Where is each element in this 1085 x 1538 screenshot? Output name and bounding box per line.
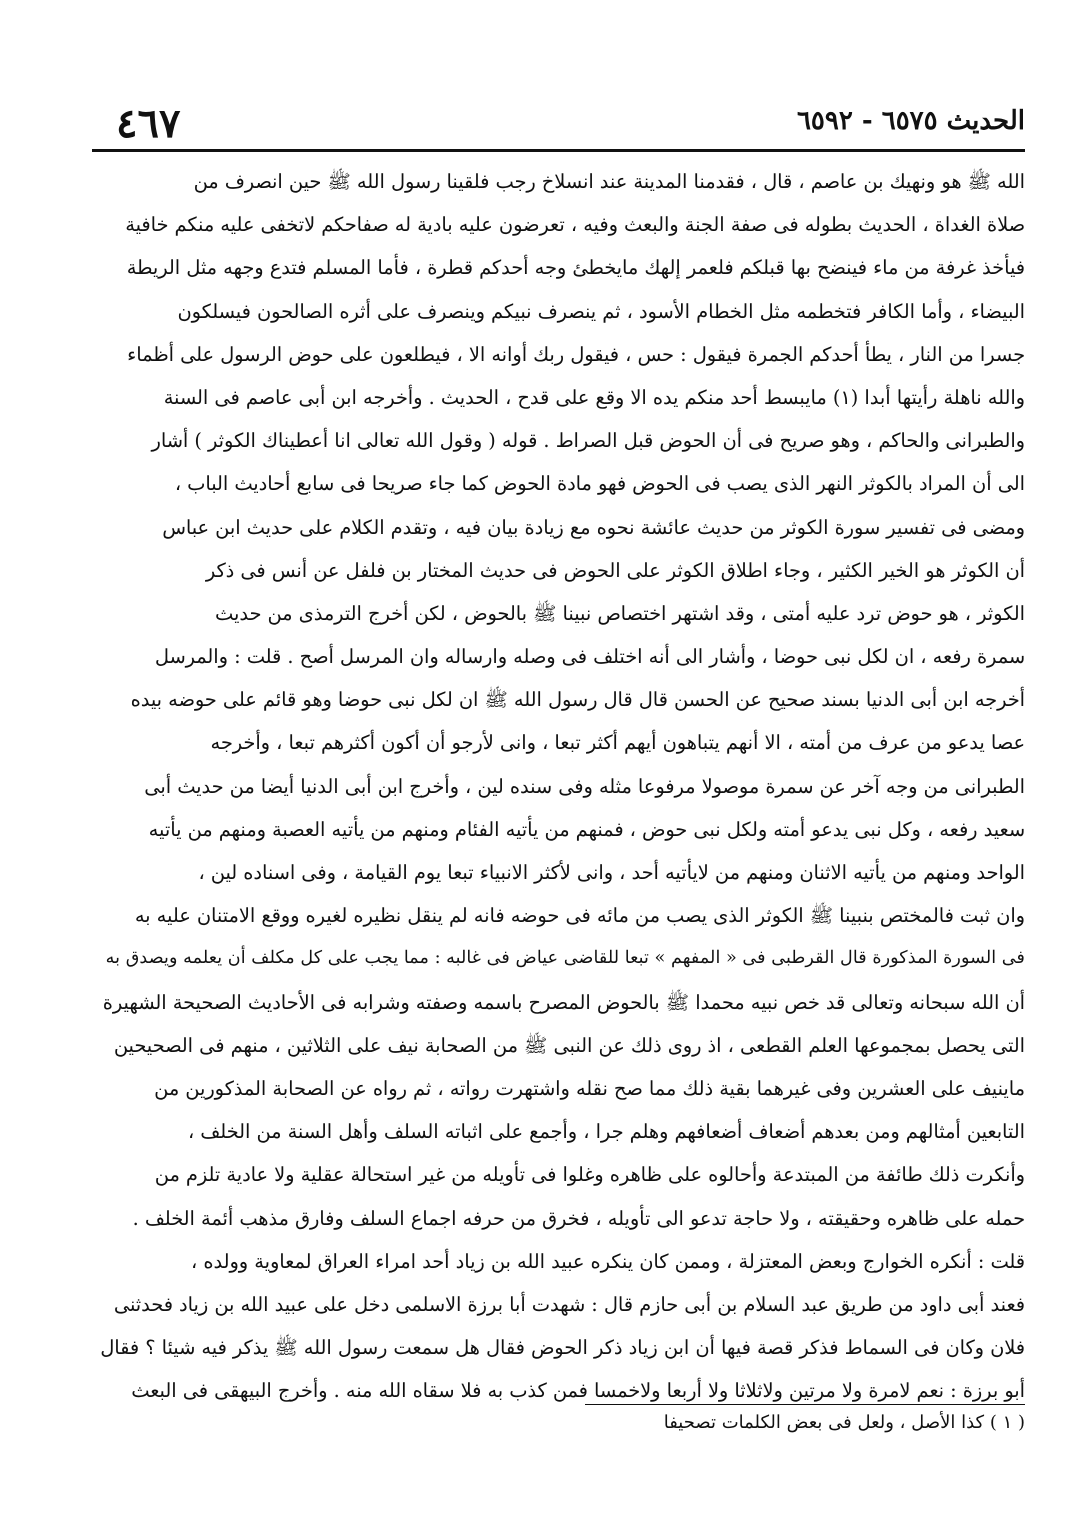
- text-line: الطبرانى من وجه آخر عن سمرة موصولا مرفوعا مثله وفى سنده لين ، وأخرج ابن أبى الدنيا أيضا من حديث أبى: [144, 774, 1025, 798]
- running-title: الحديث ٦٥٧٥ - ٦٥٩٢: [796, 106, 1025, 136]
- text-line: أن الله سبحانه وتعالى قد خص نبيه محمدا ﷺ بالحوض المصرح باسمه وصفته وشرابه فى الأحاديث الصحيحة الشهيرة: [102, 990, 1025, 1014]
- footnote: ( ١ ) كذا الأصل ، ولعل فى بعض الكلمات تصحيفا: [663, 1412, 1025, 1433]
- text-line: التابعين أمثالهم ومن بعدهم أضعاف أضعافهم وهلم جرا ، وأجمع على اثباته السلف وأهل السنة من الخلف ،: [187, 1120, 1025, 1144]
- text-line: الله ﷺ هو ونهيك بن عاصم ، قال ، فقدمنا المدينة عند انسلاخ رجب فلقينا رسول الله ﷺ حين انصرف من: [193, 170, 1025, 193]
- text-line: فعند أبى داود من طريق عبد السلام بن أبى حازم قال : شهدت أبا برزة الاسلمى دخل على عبيد الله بن زياد فحدثنى: [113, 1292, 1025, 1316]
- page-header: [92, 100, 1025, 150]
- text-line: جسرا من النار ، يطأ أحدكم الجمرة فيقول : حس ، فيقول ربك أوانه الا ، فيطلعون على حوض الرسول على أظماء: [127, 342, 1025, 366]
- text-line: حمله على ظاهره وحقيقته ، ولا حاجة تدعو الى تأويله ، فخرق من حرفه اجماع السلف وفارق مذهب أئمة الخلف .: [132, 1206, 1025, 1230]
- text-line: البيضاء ، وأما الكافر فتخطمه مثل الخطام الأسود ، ثم ينصرف نبيكم وينصرف على أثره الصالحون فيسلكون: [177, 299, 1025, 323]
- text-line: أبو برزة : نعم لامرة ولا مرتين ولاثلاثا ولا أربعا ولاخمسا فمن كذب به فلا سقاه الله منه . وأخرج البيهقى فى البعث: [131, 1379, 1025, 1403]
- text-line: فلان وكان فى السماط فذكر قصة فيها أن ابن زياد ذكر الحوض فقال هل سمعت رسول الله ﷺ يذكر فيه شيئا ؟ فقال: [100, 1336, 1025, 1360]
- text-line: فى السورة المذكورة قال القرطبى فى « المفهم » تبعا للقاضى عياض فى غالبه : مما يجب على كل مكلف أن يعلمه ويصدق به: [105, 948, 1025, 969]
- text-line: الى أن المراد بالكوثر النهر الذى يصب فى الحوض فهو مادة الحوض كما جاء صريحا فى سابع أحاديث الباب ،: [174, 472, 1025, 496]
- text-line: أخرجه ابن أبى الدنيا بسند صحيح عن الحسن قال قال رسول الله ﷺ ان لكل نبى حوضا وهو قائم على حوضه بيده: [130, 688, 1025, 712]
- text-line: فيأخذ غرفة من ماء فينضح بها قبلكم فلعمر إلهك مايخطئ وجه أحدكم قطرة ، فأما المسلم فتدع وجهه مثل الريطة: [126, 256, 1025, 280]
- page-number: ٤٦٧: [116, 100, 181, 147]
- text-line: أن الكوثر هو الخير الكثير ، وجاء اطلاق الكوثر على الحوض فى حديث المختار بن فلفل عن أنس فى ذكر: [205, 558, 1025, 582]
- text-line: والطبرانى والحاكم ، وهو صريح فى أن الحوض قبل الصراط . قوله ( وقول الله تعالى انا أعطيناك الكوثر ) أشار: [151, 429, 1025, 453]
- header-rule: [92, 149, 1025, 152]
- main-text: [92, 160, 1025, 1412]
- text-line: ومضى فى تفسير سورة الكوثر من حديث عائشة نحوه مع زيادة بيان فيه ، وتقدم الكلام على حديث ابن عباس: [162, 515, 1025, 539]
- text-line: سعيد رفعه ، وكل نبى يدعو أمته ولكل نبى حوض ، فمنهم من يأتيه الفئام ومنهم من يأتيه العصبة ومنهم من يأتيه: [148, 817, 1025, 841]
- text-line: قلت : أنكره الخوارج وبعض المعتزلة ، وممن كان ينكره عبيد الله بن زياد أحد امراء العراق لمعاوية وولده ،: [191, 1249, 1025, 1273]
- text-line: وان ثبت فالمختص بنبينا ﷺ الكوثر الذى يصب من مائه فى حوضه فانه لم ينقل نظيره لغيره ووقع الامتنان عليه به: [134, 904, 1025, 928]
- text-line: الكوثر ، هو حوض ترد عليه أمتى ، وقد اشتهر اختصاص نبينا ﷺ بالحوض ، لكن أخرج الترمذى من حديث: [215, 601, 1025, 625]
- text-line: التى يحصل بمجموعها العلم القطعى ، اذ روى ذلك عن النبى ﷺ من الصحابة نيف على الثلاثين ، منهم فى الصحيحين: [113, 1033, 1025, 1057]
- footnote-rule: [585, 1404, 1025, 1405]
- text-line: والله ناهلة رأيتها أبدا (١) مايبسط أحد منكم يده الا وقع على قدح ، الحديث . وأخرجه ابن أبى عاصم فى السنة: [163, 385, 1025, 409]
- text-line: صلاة الغداة ، الحديث بطوله فى صفة الجنة والبعث وفيه ، تعرضون عليه بادية له صفاحكم لاتخفى عليه منكم خافية: [125, 213, 1025, 237]
- text-line: الواحد ومنهم من يأتيه الاثنان ومنهم من لايأتيه أحد ، وانى لأكثر الانبياء تبعا يوم القيامة ، وفى اسناده لين ،: [198, 861, 1025, 884]
- text-line: ماينيف على العشرين وفى غيرهما بقية ذلك مما صح نقله واشتهرت رواته ، ثم رواه عن الصحابة المذكورين من: [154, 1076, 1025, 1100]
- text-line: سمرة رفعه ، ان لكل نبى حوضا ، وأشار الى أنه اختلف فى وصله وارساله وان المرسل أصح . قلت : والمرسل: [154, 645, 1025, 669]
- text-line: عصا يدعو من عرف من أمته ، الا أنهم يتباهون أيهم أكثر تبعا ، وانى لأرجو أن أكون أكثرهم تبعا ، وأخرجه: [210, 731, 1025, 755]
- text-line: وأنكرت ذلك طائفة من المبتدعة وأحالوه على ظاهره وغلوا فى تأويله من غير استحالة عقلية ولا عادية تلزم من: [154, 1163, 1025, 1187]
